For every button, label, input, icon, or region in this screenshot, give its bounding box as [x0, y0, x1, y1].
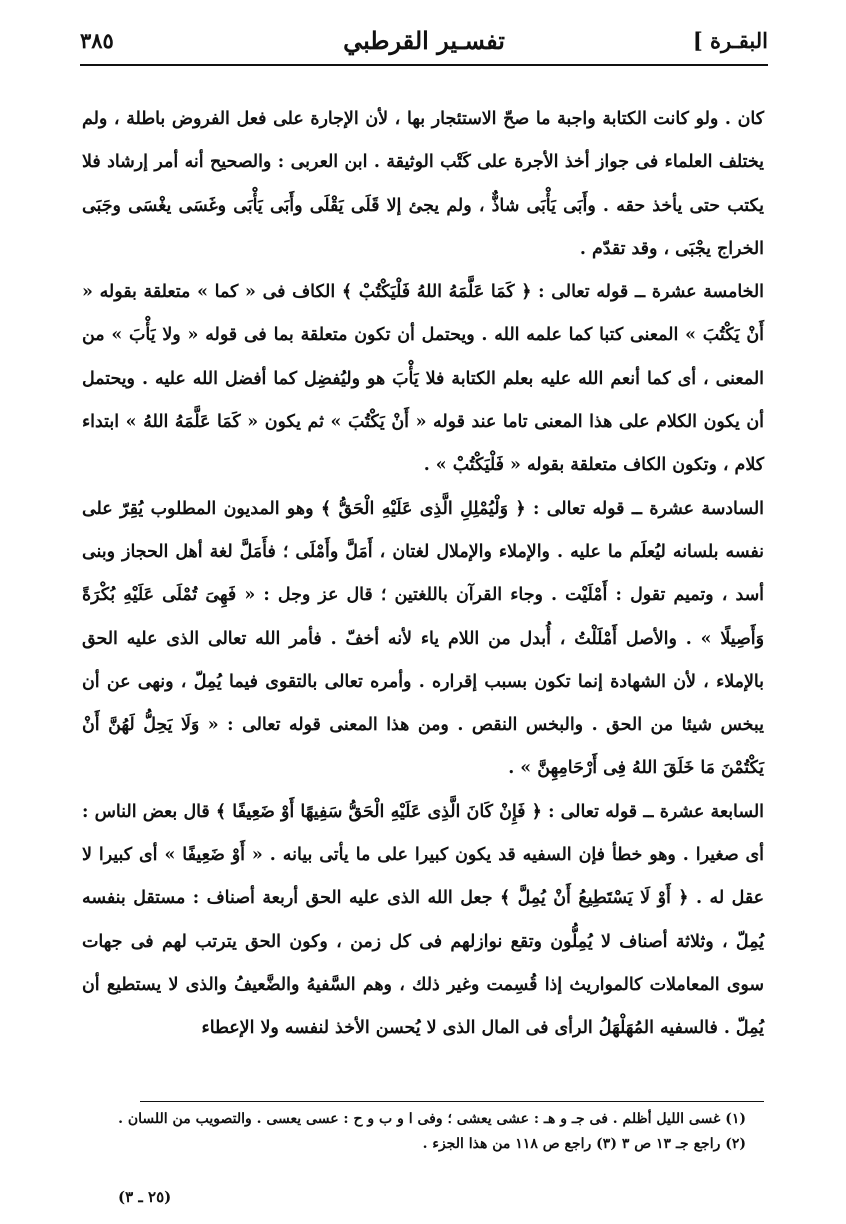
- running-header: [80, 20, 768, 66]
- footnote-divider: [140, 1101, 764, 1102]
- footnotes: [100, 1107, 746, 1157]
- surah-name: البقـرة ]: [692, 28, 768, 53]
- paragraph-issue-15: الخامسة عشرة ــ قوله تعالى : ﴿ كَمَا عَلَّمَهُ اللهُ فَلْيَكْتُبْ ﴾ الكاف فى « كما » متعلقة بقوله « أَنْ يَكْتُبَ » المعنى كتبا كما علمه الله . ويحتمل أن تكون متعلقة بما فى قوله « ولا يَأْبَ » من المعنى ، أى كما أنعم الله عليه بعلم الكتابة فلا يَأْبَ هو وليُفضِل كما أفضل الله عليه . ويحتمل أن يكون الكلام على هذا المعنى تاما عند قوله « أَنْ يَكْتُبَ » ثم يكون « كَمَا عَلَّمَهُ اللهُ » ابتداء كلام ، وتكون الكاف متعلقة بقوله « فَلْيَكْتُبْ » .: [82, 282, 764, 476]
- page-number: ٣٨٥: [80, 28, 114, 53]
- paragraph-issue-16: السادسة عشرة ــ قوله تعالى : ﴿ وَلْيُمْلِلِ الَّذِى عَلَيْهِ الْحَقُّ ﴾ وهو المديون المطلوب يُقِرّ على نفسه بلسانه ليُعلَم ما عليه . والإملاء والإملال لغتان ، أَمَلَّ وأَمْلَى ؛ فأَمَلَّ لغة أهل الحجاز وبنى أسد ، وتميم تقول : أَمْلَيْت . وجاء القرآن باللغتين ؛ قال عز وجل : « فَهِىَ تُمْلَى عَلَيْهِ بُكْرَةً وَأَصِيلًا » . والأصل أَمْلَلْتُ ، أُبدل من اللام ياء لأنه أخفّ . فأمر الله تعالى الذى عليه الحق بالإملاء ، لأن الشهادة إنما تكون بسبب إقراره . وأمره تعالى بالتقوى فيما يُمِلّ ، ونهى عن أن يبخس شيئا من الحق . والبخس النقص . ومن هذا المعنى قوله تعالى : « وَلَا يَحِلُّ لَهُنَّ أَنْ يَكْتُمْنَ مَا خَلَقَ اللهُ فِى أَرْحَامِهِنَّ » .: [82, 498, 764, 779]
- main-text: [82, 98, 764, 1051]
- printer-signature: (٢٥ ـ ٣): [118, 1188, 172, 1206]
- book-title: تفسـير القرطبي: [343, 26, 505, 55]
- footnote-1: (١) غسى الليل أظلم . فى جـ و هـ : عشى يعشى ؛ وفى ا و ب و ح : عسى يعسى . والتصويب من اللسان .: [118, 1111, 746, 1127]
- paragraph-issue-17: السابعة عشرة ــ قوله تعالى : ﴿ فَإِنْ كَانَ الَّذِى عَلَيْهِ الْحَقُّ سَفِيهًا أَوْ ضَعِيفًا ﴾ قال بعض الناس : أى صغيرا . وهو خطأ فإن السفيه قد يكون كبيرا على ما يأتى بيانه . « أَوْ ضَعِيفًا » أى كبيرا لا عقل له . ﴿ أَوْ لَا يَسْتَطِيعُ أَنْ يُمِلَّ ﴾ جعل الله الذى عليه الحق أربعة أصناف : مستقل بنفسه يُمِلّ ، وثلاثة أصناف لا يُمِلُّون وتقع نوازلهم فى كل زمن ، وكون الحق يترتب لهم فى جهات سوى المعاملات كالمواريث إذا قُسِمت وغير ذلك ، وهم السَّفيهُ والضَّعيفُ والذى لا يستطيع أن يُمِلّ . فالسفيه المُهَلْهَلُ الرأى فى المال الذى لا يُحسن الأخذ لنفسه ولا الإعطاء: [82, 801, 764, 1039]
- footnote-2-3: (٢) راجع جـ ١٣ ص ٣ (٣) راجع ص ١١٨ من هذا الجزء .: [422, 1136, 746, 1152]
- paragraph-intro: كان . ولو كانت الكتابة واجبة ما صحّ الاستئجار بها ، لأن الإجارة على فعل الفروض باطلة ، ولم يختلف العلماء فى جواز أخذ الأجرة على كَتْب الوثيقة . ابن العربى : والصحيح أنه أمر إرشاد فلا يكتب حتى يأخذ حقه . وأَبَى يَأْبَى شاذٌّ ، ولم يجئ إلا قَلَى يَقْلَى وأَبَى يَأْبَى وغَسَى يغْسَى وجَبَى الخراج يجْبَى ، وقد تقدّم .: [82, 109, 764, 259]
